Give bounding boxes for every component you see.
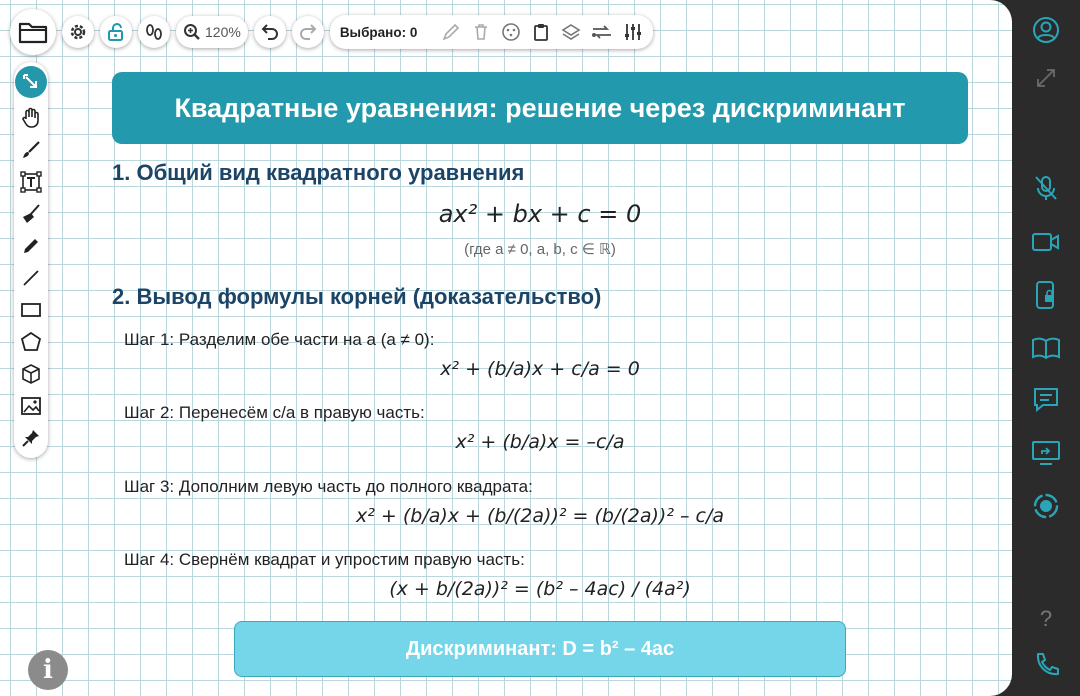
step-3-formula: x² + (b/a)x + (b/(2a))² = (b/(2a))² – c/a [355,505,725,527]
step-3-text: Шаг 3: Дополним левую часть до полного квадрата: [124,477,533,496]
step-2-text: Шаг 2: Перенесём c/a в правую часть: [124,403,425,422]
image-icon [20,396,42,416]
select-tool[interactable] [15,66,47,98]
rectangle-icon [20,300,42,320]
profile-button[interactable] [1031,15,1061,45]
selection-toolbar [330,15,654,49]
title-banner[interactable] [112,72,968,144]
camera-button[interactable] [1031,227,1061,257]
zoom-control[interactable] [176,16,248,48]
microphone-button[interactable] [1031,173,1061,203]
record-button[interactable] [1031,491,1061,521]
polygon-icon [20,331,42,353]
selected-count: Выбрано: 0 [339,24,418,40]
fullscreen-button[interactable] [1031,63,1061,93]
step-1-text: Шаг 1: Разделим обе части на a (a ≠ 0): [124,330,435,349]
user-circle-icon [1032,16,1060,44]
call-button[interactable] [1031,650,1061,680]
settings-button[interactable] [62,16,94,48]
section-1-heading: 1. Общий вид квадратного уравнения [112,160,525,185]
chat-icon [1032,386,1060,414]
right-sidebar [1012,0,1080,696]
info-button[interactable] [28,650,68,690]
discriminant-box[interactable] [234,621,846,677]
device-lock-button[interactable] [1031,280,1061,310]
touch-mode-button[interactable] [138,16,170,48]
video-camera-icon [1031,230,1061,254]
rectangle-tool[interactable] [18,298,44,322]
sliders-icon[interactable] [623,22,643,42]
redo-icon [298,23,318,41]
undo-button[interactable] [254,16,286,48]
footprints-icon [144,22,164,42]
book-button[interactable] [1031,333,1061,363]
top-toolbar [10,10,653,54]
open-folder-button[interactable] [10,9,56,55]
phone-lock-icon [1033,280,1059,310]
help-button[interactable]: ? [1039,606,1053,631]
page-title: Квадратные уравнения: решение через дискриминант [174,92,906,123]
expand-icon [1034,66,1058,90]
redo-button[interactable] [292,16,324,48]
general-form-formula: ax² + bx + c = 0 [438,200,642,228]
record-icon [1032,492,1060,520]
discriminant-label: Дискриминант: D = b² – 4ac [405,637,675,660]
lock-button[interactable] [100,16,132,48]
screen-share-button[interactable] [1031,438,1061,468]
edit-icon[interactable] [441,22,461,42]
zoom-in-icon [183,23,201,41]
info-icon: i [43,655,53,685]
chat-button[interactable] [1031,385,1061,415]
gear-icon [68,22,88,42]
image-tool[interactable] [18,394,44,418]
brush-tool[interactable] [18,138,44,162]
polygon-tool[interactable] [18,330,44,354]
screen-share-icon [1031,440,1061,466]
line-icon [21,268,41,288]
book-icon [1031,336,1061,360]
select-icon [21,72,41,92]
hand-icon [21,107,41,129]
undo-icon [260,23,280,41]
step-4-formula: (x + b/(2a))² = (b² – 4ac) / (4a²) [389,578,691,600]
drawing-tools [14,62,48,458]
microphone-off-icon [1032,174,1060,202]
hand-tool[interactable] [18,106,44,130]
step-1-formula: x² + (b/a)x + c/a = 0 [440,358,640,380]
unlock-icon [106,22,126,42]
general-form-note: (где a ≠ 0, a, b, c ∈ ℝ) [464,241,616,258]
text-box-icon [20,171,42,193]
swap-icon[interactable] [591,22,613,42]
trash-icon[interactable] [471,22,491,42]
clipboard-icon[interactable] [531,22,551,42]
folder-icon [18,19,48,45]
step-2-formula: x² + (b/a)x = –c/a [455,431,625,453]
phone-icon [1032,651,1060,679]
brush-icon [21,140,41,160]
color-palette-icon[interactable] [501,22,521,42]
layers-icon[interactable] [561,22,581,42]
section-2-heading: 2. Вывод формулы корней (доказательство) [112,284,602,309]
line-tool[interactable] [18,266,44,290]
step-4-text: Шаг 4: Свернём квадрат и упростим правую часть: [124,550,525,569]
zoom-level: 120% [205,24,241,40]
text-tool[interactable] [18,170,44,194]
